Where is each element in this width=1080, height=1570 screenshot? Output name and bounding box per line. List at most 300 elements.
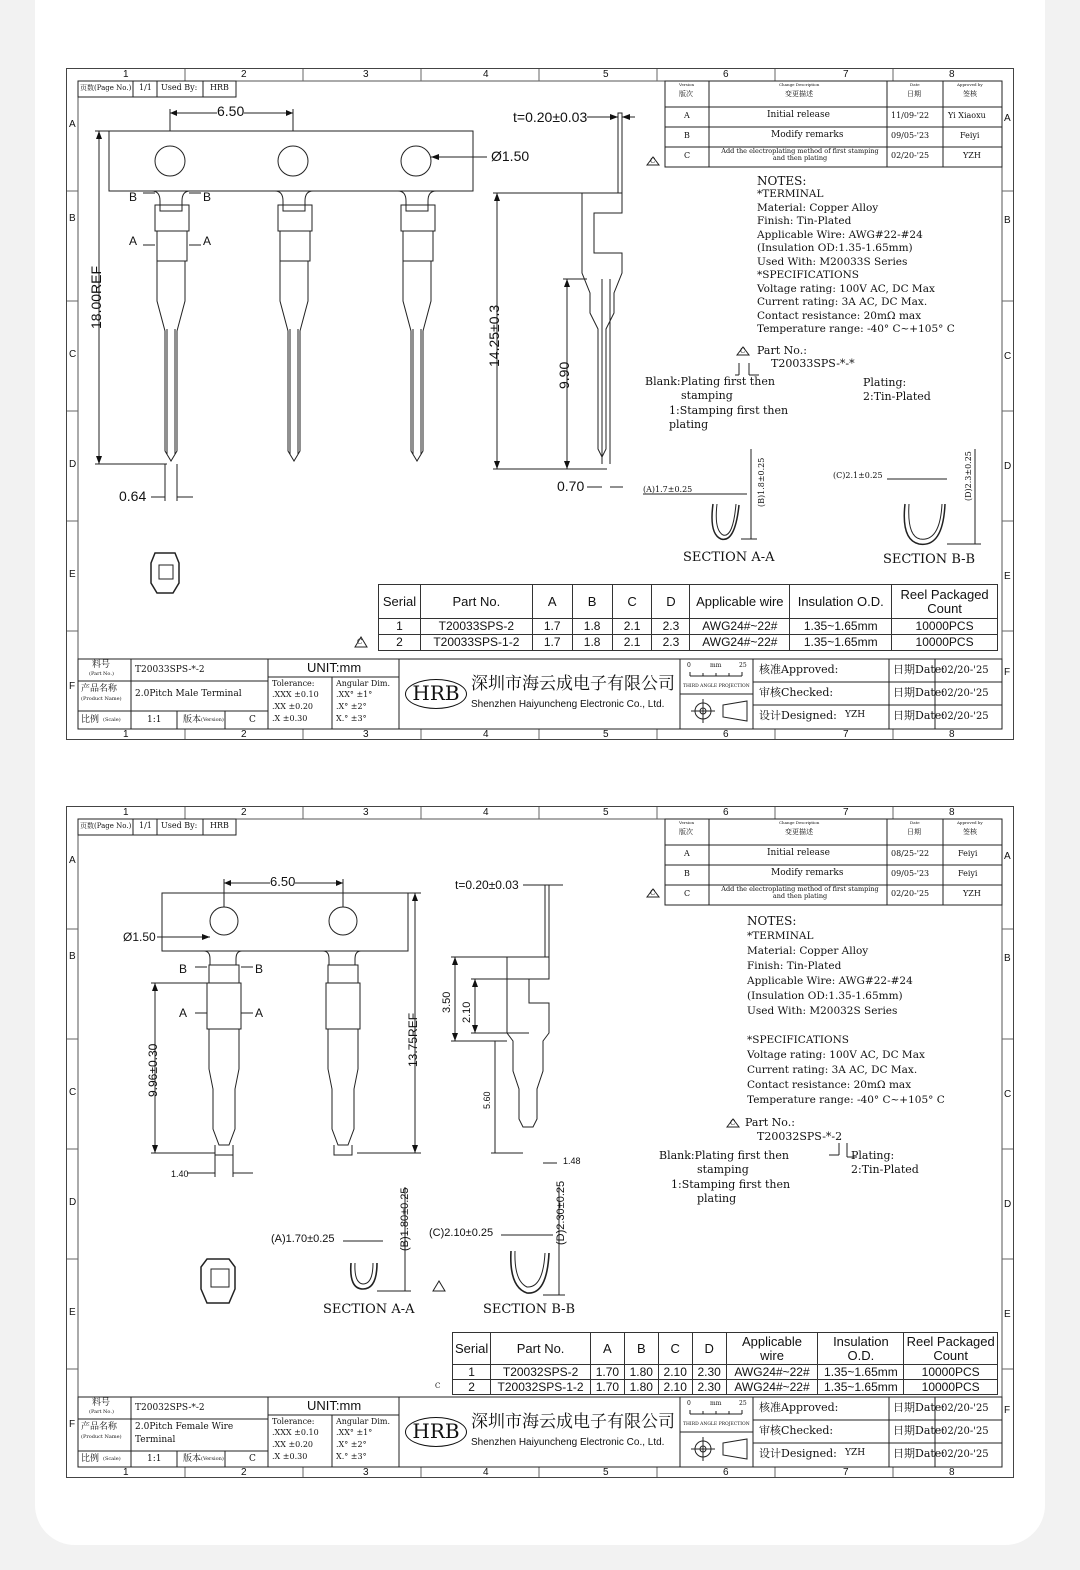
dim-148: 1.48	[563, 1156, 581, 1166]
grid-row-e-right: E	[1004, 1309, 1011, 1320]
tb-version-label-en: (Version)	[201, 1456, 224, 1462]
grid-col-1: 1	[123, 807, 129, 818]
notes-line: *TERMINAL	[747, 930, 814, 942]
rev-c-date: 02/20-'25	[891, 889, 930, 898]
tb-version-value: C	[249, 715, 256, 725]
grid-col-2-bottom: 2	[241, 1467, 247, 1478]
rev-a-by: Feiyi	[958, 849, 978, 858]
dim-pin: 9.90	[556, 361, 572, 389]
scale-bar-25: 25	[739, 662, 747, 669]
section-b-width: (C)2.1±0.25	[833, 471, 883, 480]
notes-line: Used With: M20032S Series	[747, 1005, 898, 1017]
table-cell: 2	[453, 1380, 491, 1395]
tb-name-label: 产品名称	[81, 684, 118, 694]
grid-row-e: E	[69, 569, 76, 580]
dim-pitch: 6.50	[217, 103, 245, 119]
table-row	[453, 1380, 998, 1395]
table-cell: T20033SPS-2	[420, 619, 532, 635]
grid-row-b: B	[69, 213, 76, 224]
tb-ang-line: .XX° ±1°	[336, 1428, 373, 1437]
section-mark-a-left: A	[129, 234, 138, 248]
table-cell: 10000PCS	[892, 619, 998, 635]
grid-row-a-right: A	[1004, 851, 1011, 862]
tb-part-label: 料号	[92, 660, 111, 670]
dim-560: 5.60	[482, 1091, 492, 1109]
table-header: C	[612, 585, 652, 619]
used-by-label: Used By:	[161, 83, 198, 92]
rev-header-approved-en: Approved by	[957, 82, 983, 87]
grid-col-6-bottom: 6	[723, 729, 729, 740]
notes-line: Current rating: 3A AC, DC Max.	[747, 1064, 918, 1076]
callout-line: stamping	[681, 389, 733, 402]
notes-title: NOTES:	[747, 914, 797, 928]
section-mark-b-right: B	[255, 962, 264, 976]
section-a-width: (A)1.7±0.25	[643, 485, 693, 494]
notes-line: Finish: Tin-Plated	[747, 960, 842, 972]
tb-date-value: 02/20-'25	[941, 1426, 989, 1437]
tb-tol-label: Tolerance:	[272, 679, 315, 688]
tb-name-label-en: (Product Name)	[81, 696, 122, 702]
rev-header-version-en: Version	[679, 820, 695, 825]
notes-line: *SPECIFICATIONS	[757, 269, 859, 281]
tb-name-label-en: (Product Name)	[81, 1434, 122, 1440]
table-cell: 2.10	[658, 1380, 692, 1395]
rev-header-approved: 签核	[963, 90, 977, 98]
dim-hole: Ø1.50	[123, 930, 156, 944]
rev-b-by: Feiyi	[960, 131, 980, 140]
table-header: Serial	[453, 1333, 491, 1365]
part-no-label: Part No.:	[757, 344, 807, 357]
callout-line: stamping	[697, 1163, 749, 1176]
callout-line: 1:Stamping first then	[671, 1178, 791, 1191]
table-cell: 2.1	[612, 635, 652, 651]
rev-c-desc: Add the electroplating method of first stamping and then plating	[721, 885, 879, 901]
tb-part-label: 料号	[92, 1398, 111, 1408]
grid-col-8-bottom: 8	[949, 1467, 955, 1478]
grid-col-4: 4	[483, 69, 489, 80]
grid-col-5: 5	[603, 807, 609, 818]
drawing-sheet-male-terminal	[66, 68, 1014, 740]
grid-row-d: D	[69, 459, 77, 470]
notes-line: Material: Copper Alloy	[757, 202, 879, 214]
page-no-label: 页数(Page No.)	[80, 822, 132, 830]
grid-row-f-right: F	[1004, 1405, 1011, 1416]
tb-date-value: 02/20-'25	[941, 1449, 989, 1460]
grid-row-c-right: C	[1004, 351, 1012, 362]
grid-col-8: 8	[949, 69, 955, 80]
company-name-en: Shenzhen Haiyuncheng Electronic Co., Ltd.	[471, 699, 665, 710]
rev-c-by: YZH	[963, 889, 981, 898]
grid-row-c: C	[69, 1087, 77, 1098]
rev-header-date: 日期	[907, 90, 921, 98]
dim-hole: Ø1.50	[491, 148, 530, 164]
grid-col-4-bottom: 4	[483, 1467, 489, 1478]
tb-scale-label-en: (Scale)	[103, 717, 121, 723]
table-row	[379, 619, 998, 635]
scale-bar-unit: mm	[710, 1400, 722, 1407]
table-cell: 1	[453, 1365, 491, 1380]
rev-header-date-en: Date	[910, 82, 920, 87]
table-header-row	[379, 585, 998, 619]
tb-unit: UNIT:mm	[307, 660, 362, 675]
company-name-cn: 深圳市海云成电子有限公司	[471, 1412, 675, 1432]
rev-header-version-en: Version	[679, 82, 695, 87]
table-cell: 1.35~1.65mm	[790, 619, 892, 635]
scale-bar-25: 25	[739, 1400, 747, 1407]
grid-col-3-bottom: 3	[363, 729, 369, 740]
projection-label: THIRD ANGLE PROJECTION	[683, 1422, 750, 1427]
table-header: Part No.	[420, 585, 532, 619]
grid-col-1-bottom: 1	[123, 729, 129, 740]
tb-name-value-2: Terminal	[135, 1435, 176, 1445]
grid-col-1: 1	[123, 69, 129, 80]
tb-date-value: 02/20-'25	[941, 665, 989, 676]
notes-line: Temperature range: -40° C~+105° C	[747, 1094, 945, 1106]
notes-line: Applicable Wire: AWG#22-#24	[757, 229, 923, 241]
callout-line: 2:Tin-Plated	[863, 390, 931, 403]
table-cell: 2	[379, 635, 421, 651]
table-row	[453, 1365, 998, 1380]
rev-a-date: 11/09-'22	[891, 111, 930, 120]
grid-col-6: 6	[723, 807, 729, 818]
table-cell: T20032SPS-1-2	[491, 1380, 591, 1395]
table-header: B	[624, 1333, 658, 1365]
table-header: C	[658, 1333, 692, 1365]
grid-col-6-bottom: 6	[723, 1467, 729, 1478]
grid-row-d: D	[69, 1197, 77, 1208]
rev-c-date: 02/20-'25	[891, 151, 930, 160]
used-by-label: Used By:	[161, 821, 198, 830]
dim-thickness: t=0.20±0.03	[513, 109, 588, 125]
section-b-label: SECTION B-B	[483, 1302, 576, 1317]
rev-c-ver: C	[684, 151, 691, 160]
tb-date-label: 日期Date:	[893, 1447, 946, 1460]
tb-date-label: 日期Date:	[893, 663, 946, 676]
callout-line: Plating:	[863, 376, 907, 389]
grid-row-a-right: A	[1004, 113, 1011, 124]
tb-designed-value: YZH	[845, 710, 866, 720]
table-cell: 1.7	[532, 619, 572, 635]
tb-ang-label: Angular Dim.	[336, 1417, 390, 1426]
tb-date-value: 02/20-'25	[941, 711, 989, 722]
grid-row-f: F	[69, 681, 76, 692]
notes-line: Voltage rating: 100V AC, DC Max	[747, 1049, 925, 1061]
dim-width: 0.64	[119, 488, 147, 504]
grid-row-c-right: C	[1004, 1089, 1012, 1100]
rev-c-ver: C	[684, 889, 691, 898]
rev-a-by: Yi Xiaoxu	[948, 111, 986, 120]
table-cell: 1.35~1.65mm	[818, 1380, 904, 1395]
rev-header-desc-en: Change Description	[779, 82, 820, 87]
table-cell: 10000PCS	[904, 1380, 998, 1395]
rev-b-ver: B	[684, 869, 690, 878]
notes-line: Current rating: 3A AC, DC Max.	[757, 296, 928, 308]
table-cell: T20033SPS-1-2	[420, 635, 532, 651]
tb-ang-label: Angular Dim.	[336, 679, 390, 688]
table-cell: 1.70	[590, 1365, 624, 1380]
section-mark-b-left: B	[129, 190, 138, 204]
dim-350: 3.50	[441, 991, 453, 1013]
table-cell: AWG24#~22#	[690, 619, 790, 635]
hrb-logo: HRB	[405, 1417, 467, 1447]
table-cell: 1.8	[572, 635, 612, 651]
grid-row-f: F	[69, 1419, 76, 1430]
tb-ang-line: .XX° ±1°	[336, 690, 373, 699]
table-cell: 2.3	[652, 635, 690, 651]
page-no-value: 1/1	[139, 83, 152, 92]
section-mark-a-left: A	[179, 1006, 188, 1020]
tb-ang-line: .X° ±2°	[336, 1440, 367, 1449]
table-header-row	[453, 1333, 998, 1365]
rev-b-date: 09/05-'23	[891, 131, 930, 140]
grid-row-e-right: E	[1004, 571, 1011, 582]
tb-approved-label: 核准Approved:	[759, 663, 839, 676]
table-row	[379, 635, 998, 651]
company-name-en: Shenzhen Haiyuncheng Electronic Co., Ltd.	[471, 1437, 665, 1448]
table-cell: AWG24#~22#	[726, 1365, 818, 1380]
dim-tip: 0.70	[557, 478, 585, 494]
tb-checked-label: 审核Checked:	[759, 686, 834, 699]
rev-header-version: 版次	[679, 828, 693, 836]
tb-version-value: C	[249, 1454, 256, 1464]
tb-date-value: 02/20-'25	[941, 688, 989, 699]
grid-col-3-bottom: 3	[363, 1467, 369, 1478]
scale-bar-0: 0	[687, 662, 691, 669]
table-header: Applicable wire	[690, 585, 790, 619]
tb-tol-line: .XX ±0.20	[272, 1440, 313, 1449]
dim-thickness: t=0.20±0.03	[455, 878, 519, 892]
tb-part-value: T20032SPS-*-2	[135, 1403, 205, 1413]
grid-col-4-bottom: 4	[483, 729, 489, 740]
tb-part-label-en: (Part No.)	[89, 671, 114, 677]
scale-bar-unit: mm	[710, 662, 722, 669]
grid-row-d-right: D	[1004, 1199, 1012, 1210]
tb-tol-label: Tolerance:	[272, 1417, 315, 1426]
rev-b-date: 09/05-'23	[891, 869, 930, 878]
part-no-label: Part No.:	[745, 1116, 795, 1129]
rev-header-date: 日期	[907, 828, 921, 836]
table-cell: 2.1	[612, 619, 652, 635]
rev-b-by: Feiyi	[958, 869, 978, 878]
company-name-cn: 深圳市海云成电子有限公司	[471, 674, 675, 694]
grid-col-7-bottom: 7	[843, 729, 849, 740]
section-b-width: (C)2.10±0.25	[429, 1227, 494, 1239]
grid-row-e: E	[69, 1307, 76, 1318]
grid-col-7: 7	[843, 807, 849, 818]
table-cell: 1	[379, 619, 421, 635]
table-cell: T20032SPS-2	[491, 1365, 591, 1380]
tb-designed-label: 设计Designed:	[759, 709, 837, 722]
table-cell: 1.35~1.65mm	[790, 635, 892, 651]
tb-tol-line: .XX ±0.20	[272, 702, 313, 711]
section-mark-a-right: A	[255, 1006, 264, 1020]
callout-line: 1:Stamping first then	[669, 404, 789, 417]
table-header: Reel Packaged Count	[904, 1333, 998, 1365]
grid-row-b-right: B	[1004, 215, 1011, 226]
notes-line: Applicable Wire: AWG#22-#24	[747, 975, 913, 987]
rev-c-by: YZH	[963, 151, 981, 160]
used-by-value: HRB	[210, 83, 229, 92]
dim-length: 13.75REF	[406, 1012, 420, 1067]
scale-bar-0: 0	[687, 1400, 691, 1407]
tb-scale-value: 1:1	[147, 715, 162, 725]
part-no-flag: C	[740, 347, 746, 355]
grid-col-2-bottom: 2	[241, 729, 247, 740]
rev-header-desc: 变更描述	[785, 90, 813, 98]
dim-210: 2.10	[461, 1001, 473, 1023]
callout-line: Blank:Plating first then	[659, 1149, 789, 1162]
part-no-code: T20033SPS-*-*	[771, 357, 855, 370]
tb-tol-line: .X ±0.30	[272, 1452, 308, 1461]
section-a-label: SECTION A-A	[683, 550, 775, 565]
table-header: Insulation O.D.	[818, 1333, 904, 1365]
grid-col-1-bottom: 1	[123, 1467, 129, 1478]
grid-row-a: A	[69, 119, 76, 130]
dim-body: 14.25±0.3	[486, 304, 502, 367]
tb-version-label: 版本	[183, 715, 202, 725]
grid-col-4: 4	[483, 807, 489, 818]
dim-width: 1.40	[171, 1169, 189, 1179]
notes-title: NOTES:	[757, 174, 807, 188]
tb-date-value: 02/20-'25	[941, 1403, 989, 1414]
callout-line: plating	[697, 1192, 737, 1205]
part-no-code: T20032SPS-*-2	[757, 1130, 843, 1143]
rev-c-flag: C	[650, 157, 656, 165]
notes-line: *SPECIFICATIONS	[747, 1034, 849, 1046]
tb-checked-label: 审核Checked:	[759, 1424, 834, 1437]
grid-col-5: 5	[603, 69, 609, 80]
used-by-value: HRB	[210, 821, 229, 830]
tb-date-label: 日期Date:	[893, 709, 946, 722]
table-header: Serial	[379, 585, 421, 619]
table-cell: 1.35~1.65mm	[818, 1365, 904, 1380]
rev-header-version: 版次	[679, 90, 693, 98]
section-a-width: (A)1.70±0.25	[271, 1233, 335, 1245]
rev-a-date: 08/25-'22	[891, 849, 930, 858]
rev-b-ver: B	[684, 131, 690, 140]
notes-line: (Insulation OD:1.35-1.65mm)	[757, 242, 913, 254]
section-mark-b-left: B	[179, 962, 188, 976]
notes-line: Material: Copper Alloy	[747, 945, 869, 957]
rev-b-desc: Modify remarks	[771, 868, 844, 878]
table-cell: 2.10	[658, 1365, 692, 1380]
tb-part-label-en: (Part No.)	[89, 1409, 114, 1415]
tb-unit: UNIT:mm	[307, 1398, 362, 1413]
table-header: D	[652, 585, 690, 619]
table-header: B	[572, 585, 612, 619]
section-a-label: SECTION A-A	[323, 1302, 415, 1317]
table-cell: 1.70	[590, 1380, 624, 1395]
tb-approved-label: 核准Approved:	[759, 1401, 839, 1414]
notes-line: Contact resistance: 20mΩ max	[757, 310, 922, 322]
tb-date-label: 日期Date:	[893, 1401, 946, 1414]
grid-col-2: 2	[241, 69, 247, 80]
table-cell: 2.30	[692, 1380, 726, 1395]
tb-version-label-en: (Version)	[201, 717, 224, 723]
tb-name-value: 2.0Pitch Male Terminal	[135, 689, 242, 699]
tb-ang-line: X.° ±3°	[336, 714, 367, 723]
grid-row-b-right: B	[1004, 953, 1011, 964]
table-cell: 10000PCS	[904, 1365, 998, 1380]
tb-tol-line: .XXX ±0.10	[272, 1428, 319, 1437]
rev-header-approved: 签核	[963, 828, 977, 836]
grid-row-c: C	[69, 349, 77, 360]
parts-table	[378, 584, 998, 651]
table-header: Insulation O.D.	[790, 585, 892, 619]
table-header: D	[692, 1333, 726, 1365]
hrb-logo: HRB	[405, 679, 467, 709]
notes-line: Finish: Tin-Plated	[757, 215, 852, 227]
section-b-height: (D)2.3±0.25	[964, 451, 973, 501]
parts-table	[452, 1332, 998, 1395]
rev-a-desc: Initial release	[767, 110, 830, 120]
table-cell: 10000PCS	[892, 635, 998, 651]
tb-scale-label-en: (Scale)	[103, 1456, 121, 1462]
rev-a-ver: A	[684, 849, 690, 858]
callout-line: Plating:	[851, 1149, 895, 1162]
tb-version-label: 版本	[183, 1454, 202, 1464]
grid-col-2: 2	[241, 807, 247, 818]
grid-row-a: A	[69, 855, 76, 866]
rev-header-date-en: Date	[910, 820, 920, 825]
table-header: Part No.	[491, 1333, 591, 1365]
grid-col-7-bottom: 7	[843, 1467, 849, 1478]
grid-row-f-right: F	[1004, 667, 1011, 678]
grid-col-5-bottom: 5	[603, 729, 609, 740]
callout-line: plating	[669, 418, 709, 431]
tb-designed-label: 设计Designed:	[759, 1447, 837, 1460]
page-no-label: 页数(Page No.)	[80, 84, 132, 92]
section-a-height: (B)1.8±0.25	[757, 457, 766, 507]
tb-ang-line: X.° ±3°	[336, 1452, 367, 1461]
tb-scale-label: 比例	[81, 715, 100, 725]
notes-line: (Insulation OD:1.35-1.65mm)	[747, 990, 903, 1002]
dim-pitch: 6.50	[270, 874, 296, 889]
rev-c-desc: Add the electroplating method of first stamping and then plating	[721, 147, 879, 163]
notes-line: *TERMINAL	[757, 188, 824, 200]
notes-line: Used With: M20033S Series	[757, 256, 908, 268]
grid-col-3: 3	[363, 69, 369, 80]
section-a-height: (B)1.80±0.25	[399, 1187, 411, 1251]
table-cell: 2.30	[692, 1365, 726, 1380]
tb-date-label: 日期Date:	[893, 686, 946, 699]
table-header: Applicable wire	[726, 1333, 818, 1365]
tb-ang-line: .X° ±2°	[336, 702, 367, 711]
tb-tol-line: .X ±0.30	[272, 714, 308, 723]
table-cell: AWG24#~22#	[690, 635, 790, 651]
table-cell: 1.7	[532, 635, 572, 651]
section-b-label: SECTION B-B	[883, 552, 976, 567]
tb-tol-line: .XXX ±0.10	[272, 690, 319, 699]
rev-header-desc: 变更描述	[785, 828, 813, 836]
grid-row-b: B	[69, 951, 76, 962]
rev-header-approved-en: Approved by	[957, 820, 983, 825]
table-header: A	[532, 585, 572, 619]
notes-line: Voltage rating: 100V AC, DC Max	[757, 283, 935, 295]
table-cell: 2.3	[652, 619, 690, 635]
rev-a-ver: A	[684, 111, 690, 120]
rev-header-desc-en: Change Description	[779, 820, 820, 825]
table-cell: AWG24#~22#	[726, 1380, 818, 1395]
tb-scale-label: 比例	[81, 1454, 100, 1464]
grid-col-6: 6	[723, 69, 729, 80]
section-mark-b-right: B	[203, 190, 212, 204]
table-row-2-flag: C	[435, 1382, 441, 1390]
page-no-value: 1/1	[139, 821, 152, 830]
tb-part-value: T20033SPS-*-2	[135, 665, 205, 675]
tb-date-label: 日期Date:	[893, 1424, 946, 1437]
table-cell: 1.80	[624, 1380, 658, 1395]
